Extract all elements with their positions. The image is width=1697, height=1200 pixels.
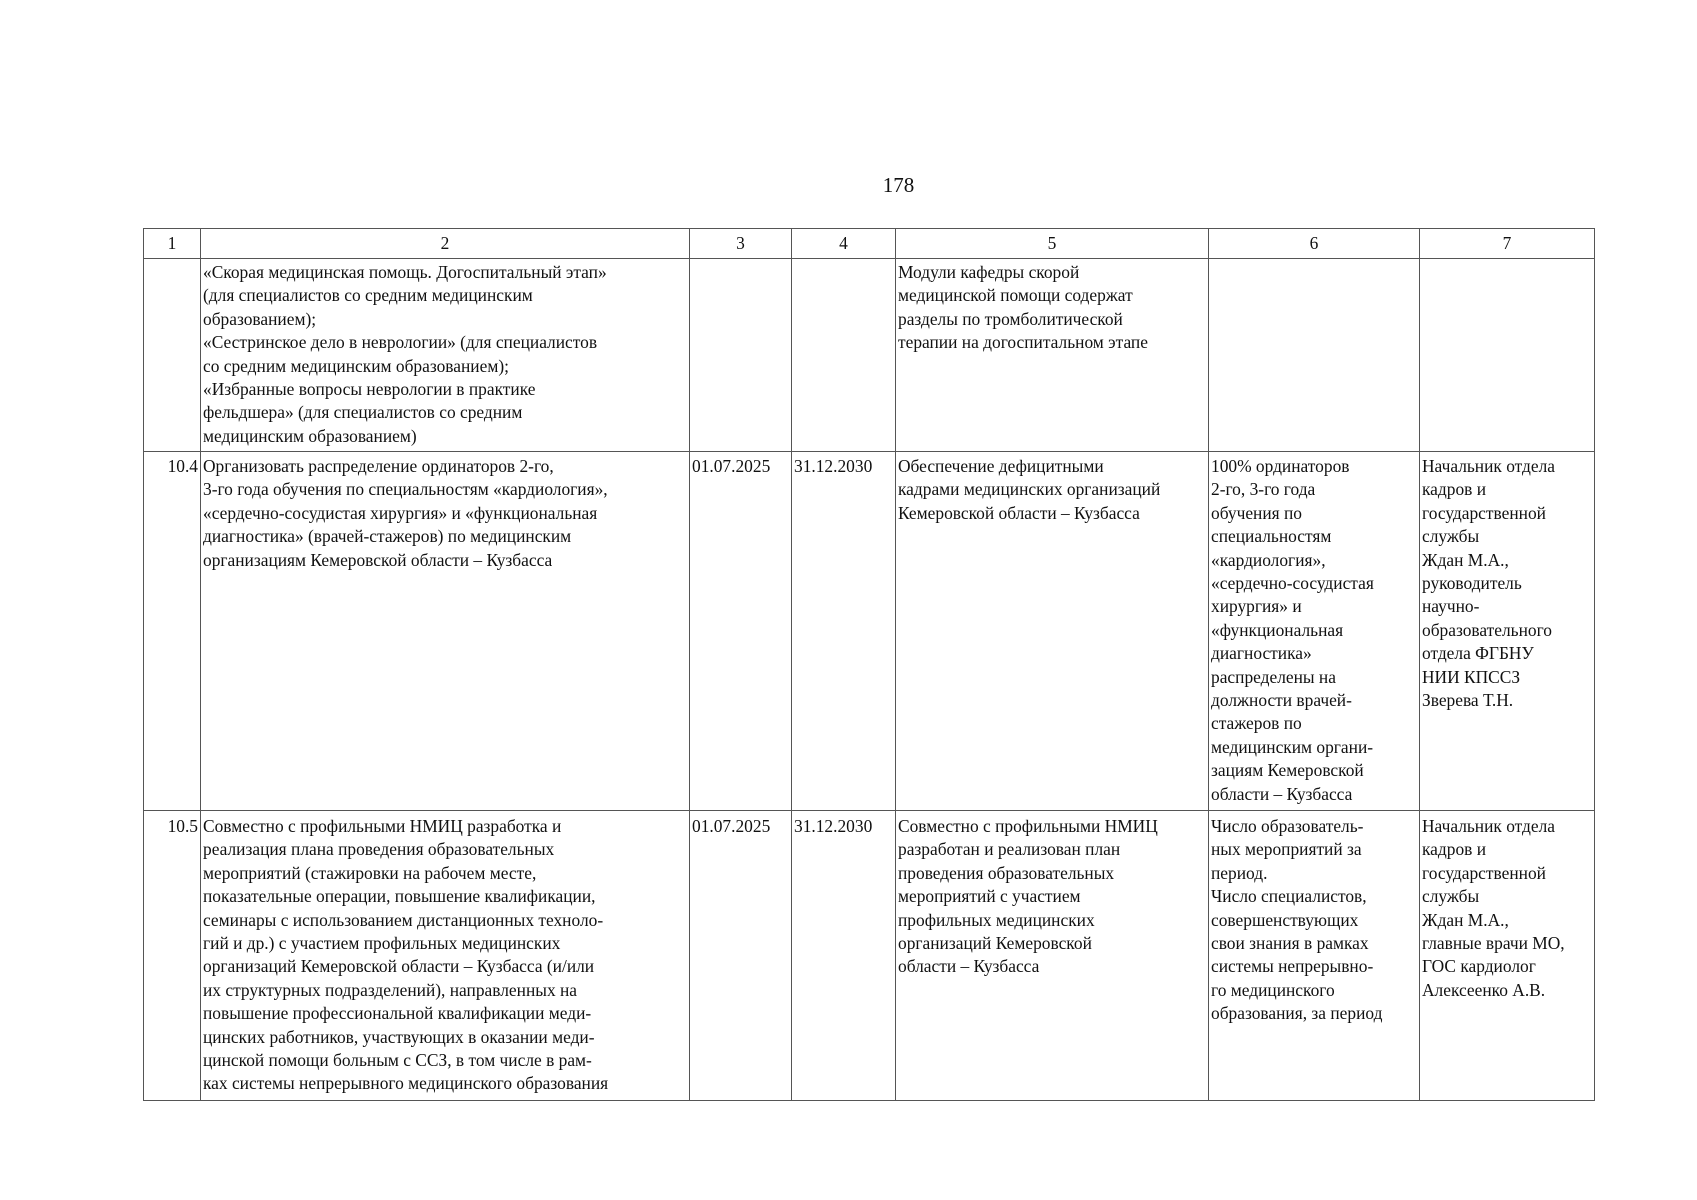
cell-text-line: Ждан М.А., bbox=[1422, 549, 1509, 570]
cell-text-line: кадрами медицинских организаций bbox=[898, 479, 1161, 500]
cell-text-line: образованием); bbox=[203, 308, 317, 329]
responsible-cell bbox=[1420, 811, 1595, 1101]
column-header-4: 4 bbox=[792, 229, 896, 259]
cell-text-line: го медицинского bbox=[1211, 979, 1335, 1000]
cell-text-line: медицинской помощи содержат bbox=[898, 285, 1133, 306]
table-row-continuation bbox=[144, 259, 1595, 452]
cell-text-line: диагностика» (врачей-стажеров) по медицинским bbox=[203, 526, 572, 547]
cell-text-line: 2-го, 3-го года bbox=[1211, 479, 1316, 500]
column-header-6: 6 bbox=[1209, 229, 1420, 259]
indicator-cell bbox=[1209, 452, 1420, 811]
cell-text-line: области – Кузбасса bbox=[1211, 783, 1353, 804]
cell-text-line: отдела ФГБНУ bbox=[1422, 643, 1534, 664]
responsible-cell bbox=[1420, 452, 1595, 811]
cell-text-line: Начальник отдела bbox=[1422, 816, 1556, 836]
table-row-10-4 bbox=[144, 452, 1595, 811]
activity-cell bbox=[201, 259, 690, 452]
table-row-10-5 bbox=[144, 811, 1595, 1101]
cell-text-line: хирургия» и bbox=[1211, 596, 1302, 617]
cell-text-line: специальностям bbox=[1211, 526, 1332, 547]
cell-text-line: проведения образовательных bbox=[898, 862, 1115, 883]
cell-text-line: распределены на bbox=[1211, 666, 1336, 687]
cell-text-line: кадров и bbox=[1422, 479, 1487, 500]
cell-text-line: Число специалистов, bbox=[1211, 886, 1367, 907]
cell-text-line: период. bbox=[1211, 862, 1268, 883]
cell-text-line: мероприятий с участием bbox=[898, 886, 1081, 907]
cell-text-line: со средним медицинским образованием); bbox=[203, 355, 509, 376]
expected-result-cell bbox=[896, 259, 1209, 452]
cell-text-line: «функциональная bbox=[1211, 619, 1344, 640]
cell-text-line: должности врачей- bbox=[1211, 690, 1352, 711]
cell-text-line: «Избранные вопросы неврологии в практике bbox=[203, 379, 536, 400]
cell-text-line: «Сестринское дело в неврологии» (для специалистов bbox=[203, 332, 598, 353]
column-header-5: 5 bbox=[896, 229, 1209, 259]
cell-text-line: фельдшера» (для специалистов со средним bbox=[203, 402, 523, 423]
activity-cell bbox=[201, 452, 690, 811]
start-date-cell: 01.07.2025 bbox=[690, 811, 792, 1101]
cell-text-line: Алексеенко А.В. bbox=[1422, 979, 1546, 1000]
cell-text-line: руководитель bbox=[1422, 573, 1522, 594]
indicator-cell bbox=[1209, 811, 1420, 1101]
cell-text-line: медицинским органи- bbox=[1211, 736, 1374, 757]
end-date-cell bbox=[792, 259, 896, 452]
cell-text-line: Совместно с профильными НМИЦ bbox=[898, 816, 1158, 836]
cell-text-line: цинских работников, участвующих в оказании меди- bbox=[203, 1026, 595, 1047]
cell-text-line: области – Кузбасса bbox=[898, 956, 1040, 977]
cell-text-line: ГОС кардиолог bbox=[1422, 956, 1536, 977]
cell-text-line: Начальник отдела bbox=[1422, 456, 1556, 476]
cell-text-line: службы bbox=[1422, 886, 1480, 907]
table-header-row bbox=[144, 229, 1595, 259]
item-number-cell: 10.5 bbox=[144, 811, 201, 1101]
cell-text-line: «сердечно-сосудистая bbox=[1211, 573, 1374, 594]
cell-text-line: 3-го года обучения по специальностям «кардиология», bbox=[203, 479, 608, 500]
page-number: 178 bbox=[882, 173, 915, 197]
cell-text-line: разработан и реализован план bbox=[898, 839, 1121, 860]
column-header-2: 2 bbox=[201, 229, 690, 259]
cell-text-line: ках системы непрерывного медицинского образования bbox=[203, 1073, 609, 1094]
item-number-cell bbox=[144, 259, 201, 452]
column-header-3: 3 bbox=[690, 229, 792, 259]
cell-text-line: «Скорая медицинская помощь. Догоспитальный этап» bbox=[203, 262, 607, 282]
cell-text-line: обучения по bbox=[1211, 502, 1303, 523]
start-date-cell: 01.07.2025 bbox=[690, 452, 792, 811]
cell-text-line: диагностика» bbox=[1211, 643, 1312, 664]
cell-text-line: совершенствующих bbox=[1211, 909, 1359, 930]
cell-text-line: мероприятий (стажировки на рабочем месте, bbox=[203, 862, 537, 883]
cell-text-line: Модули кафедры скорой bbox=[898, 262, 1080, 282]
cell-text-line: Обеспечение дефицитными bbox=[898, 456, 1104, 476]
cell-text-line: разделы по тромболитической bbox=[898, 308, 1123, 329]
cell-text-line: главные врачи МО, bbox=[1422, 933, 1565, 954]
cell-text-line: службы bbox=[1422, 526, 1480, 547]
end-date-cell: 31.12.2030 bbox=[792, 452, 896, 811]
cell-text-line: государственной bbox=[1422, 862, 1546, 883]
cell-text-line: профильных медицинских bbox=[898, 909, 1095, 930]
cell-text-line: научно- bbox=[1422, 596, 1480, 617]
cell-text-line: Кемеровской области – Кузбасса bbox=[898, 502, 1140, 523]
cell-text-line: семинары с использованием дистанционных техноло- bbox=[203, 909, 604, 930]
cell-text-line: НИИ КПССЗ bbox=[1422, 666, 1521, 687]
item-number-cell: 10.4 bbox=[144, 452, 201, 811]
cell-text-line: (для специалистов со средним медицинским bbox=[203, 285, 533, 306]
cell-text-line: Совместно с профильными НМИЦ разработка и bbox=[203, 816, 562, 836]
cell-text-line: реализация плана проведения образовательных bbox=[203, 839, 555, 860]
cell-text-line: образования, за период bbox=[1211, 1003, 1383, 1024]
cell-text-line: медицинским образованием) bbox=[203, 425, 417, 446]
expected-result-cell bbox=[896, 452, 1209, 811]
cell-text-line: кадров и bbox=[1422, 839, 1487, 860]
cell-text-line: Число образователь- bbox=[1211, 816, 1364, 836]
cell-text-line: цинской помощи больным с ССЗ, в том числе в рам- bbox=[203, 1050, 592, 1071]
cell-text-line: «сердечно-сосудистая хирургия» и «функциональная bbox=[203, 502, 598, 523]
cell-text-line: Организовать распределение ординаторов 2-го, bbox=[203, 456, 554, 476]
cell-text-line: гий и др.) с участием профильных медицинских bbox=[203, 933, 561, 954]
responsible-cell bbox=[1420, 259, 1595, 452]
cell-text-line: организаций Кемеровской области – Кузбасса (и/или bbox=[203, 956, 595, 977]
start-date-cell bbox=[690, 259, 792, 452]
activity-cell bbox=[201, 811, 690, 1101]
cell-text-line: системы непрерывно- bbox=[1211, 956, 1374, 977]
cell-text-line: 100% ординаторов bbox=[1211, 456, 1350, 476]
cell-text-line: государственной bbox=[1422, 502, 1546, 523]
cell-text-line: «кардиология», bbox=[1211, 549, 1326, 570]
cell-text-line: показательные операции, повышение квалификации, bbox=[203, 886, 596, 907]
expected-result-cell bbox=[896, 811, 1209, 1101]
cell-text-line: Зверева Т.Н. bbox=[1422, 690, 1514, 711]
cell-text-line: повышение профессиональной квалификации меди- bbox=[203, 1003, 592, 1024]
cell-text-line: организаций Кемеровской bbox=[898, 933, 1092, 954]
column-header-7: 7 bbox=[1420, 229, 1595, 259]
cell-text-line: Ждан М.А., bbox=[1422, 909, 1509, 930]
cell-text-line: свои знания в рамках bbox=[1211, 933, 1369, 954]
indicator-cell bbox=[1209, 259, 1420, 452]
column-header-1: 1 bbox=[144, 229, 201, 259]
cell-text-line: их структурных подразделений), направленных на bbox=[203, 979, 578, 1000]
cell-text-line: организациям Кемеровской области – Кузбасса bbox=[203, 549, 553, 570]
cell-text-line: зациям Кемеровской bbox=[1211, 760, 1364, 781]
cell-text-line: стажеров по bbox=[1211, 713, 1302, 734]
cell-text-line: образовательного bbox=[1422, 619, 1552, 640]
action-plan-table bbox=[143, 228, 1595, 1101]
cell-text-line: ных мероприятий за bbox=[1211, 839, 1362, 860]
cell-text-line: терапии на догоспитальном этапе bbox=[898, 332, 1148, 353]
end-date-cell: 31.12.2030 bbox=[792, 811, 896, 1101]
